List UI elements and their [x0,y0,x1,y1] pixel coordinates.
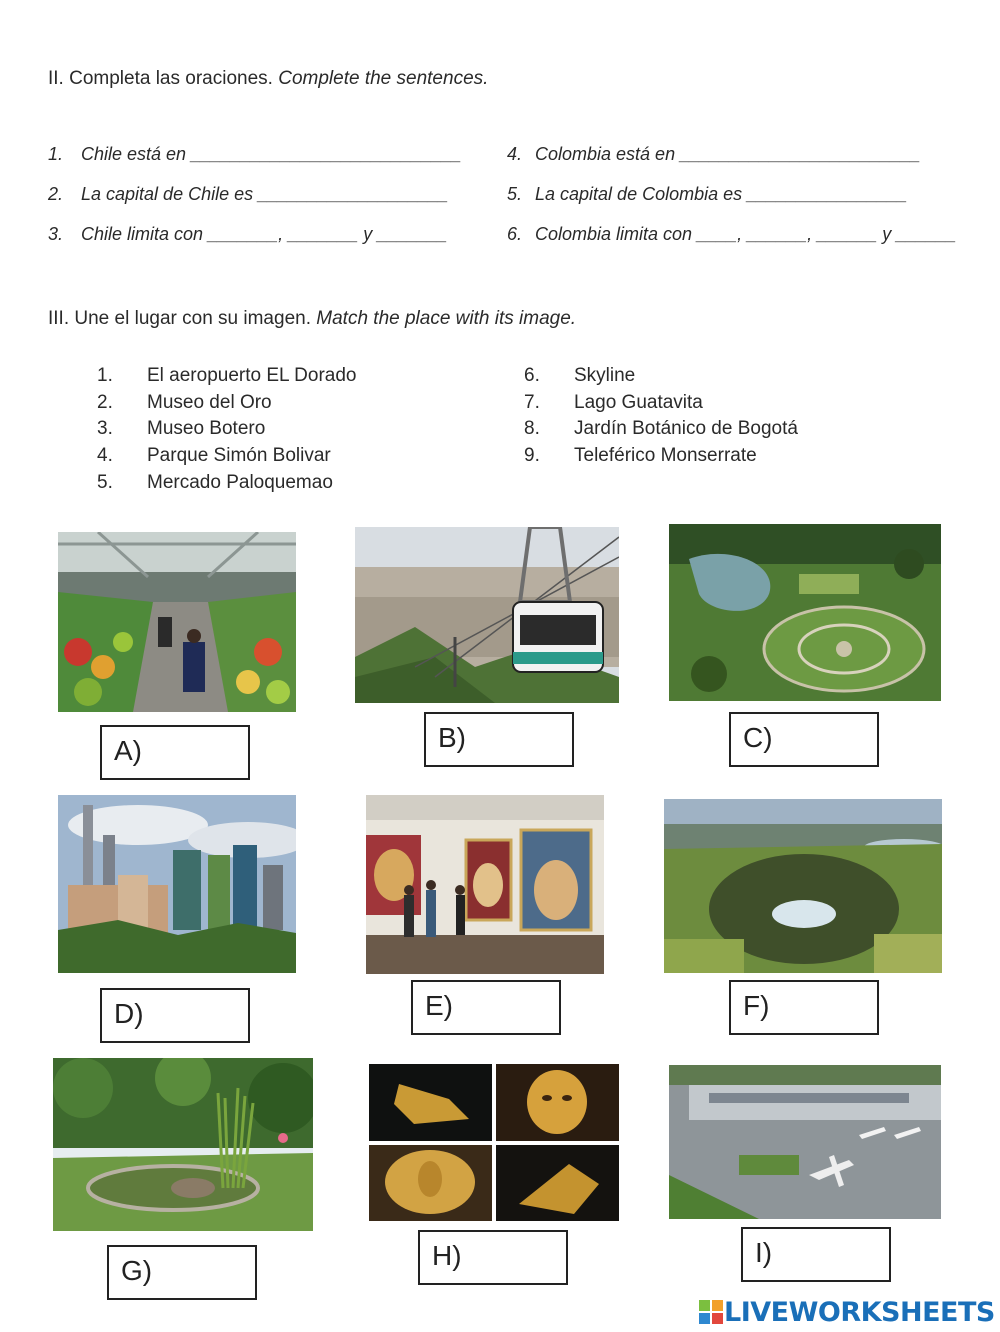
answer-box-d[interactable]: D) [100,988,250,1043]
sentence-text: La capital de Chile es ___________________ [81,184,449,204]
sentence-number: 6. [507,224,523,244]
place-item-5: 5. Mercado Paloquemao [97,472,333,493]
section-3-title-en: Match the place with its image. [316,308,577,329]
section-2-title-es: II. Completa las oraciones. [48,68,273,89]
photo-airport [669,1065,941,1219]
sentence-5 [507,184,907,205]
place-item-1: 1. El aeropuerto EL Dorado [97,365,357,386]
answer-box-c[interactable]: C) [729,712,879,767]
answer-box-e[interactable]: E) [411,980,561,1035]
answer-box-g[interactable]: G) [107,1245,257,1300]
photo-botanical-garden [53,1058,313,1231]
sentence-4 [507,144,920,165]
photo-gold-museum [369,1064,619,1221]
sentence-text: Colombia limita con ____, ______, ______ y ______ [535,224,957,244]
sentence-text: Colombia está en ________________________ [535,144,921,164]
sentence-text: Chile limita con _______, _______ y _______ [81,224,448,244]
answer-box-f[interactable]: F) [729,980,879,1035]
photo-skyline [58,795,296,973]
sentence-6 [507,224,956,245]
sentence-number: 4. [507,144,523,164]
section-2-title-en: Complete the sentences. [278,68,489,89]
sentence-number: 3. [48,224,64,244]
liveworksheets-wordmark: LIVEWORKSHEETS [724,1297,995,1328]
section-3-title-es: III. Une el lugar con su imagen. [48,308,311,329]
answer-box-a[interactable]: A) [100,725,250,780]
photo-park-aerial [669,524,941,701]
photo-museum-gallery [366,795,604,974]
sentence-2 [48,184,448,205]
place-item-3: 3. Museo Botero [97,418,266,439]
answer-box-i[interactable]: I) [741,1227,891,1282]
place-item-7: 7. Lago Guatavita [524,392,703,413]
sentence-1 [48,144,461,165]
liveworksheets-logo[interactable] [698,1297,994,1327]
place-item-9: 9. Teleférico Monserrate [524,445,757,466]
liveworksheets-logo-icon [698,1299,724,1325]
photo-lake-crater [664,799,942,973]
photo-cable-car [355,527,619,703]
place-item-6: 6. Skyline [524,365,636,386]
section-2-heading [48,68,488,90]
sentence-number: 1. [48,144,64,164]
place-item-8: 8. Jardín Botánico de Bogotá [524,418,798,439]
place-item-2: 2. Museo del Oro [97,392,272,413]
sentence-number: 5. [507,184,523,204]
sentence-text: Chile está en ___________________________ [81,144,462,164]
section-3-heading [48,308,576,330]
sentence-number: 2. [48,184,64,204]
photo-market [58,532,296,712]
sentence-3 [48,224,447,245]
answer-box-b[interactable]: B) [424,712,574,767]
sentence-text: La capital de Colombia es ________________ [535,184,908,204]
answer-box-h[interactable]: H) [418,1230,568,1285]
place-item-4: 4. Parque Simón Bolivar [97,445,331,466]
